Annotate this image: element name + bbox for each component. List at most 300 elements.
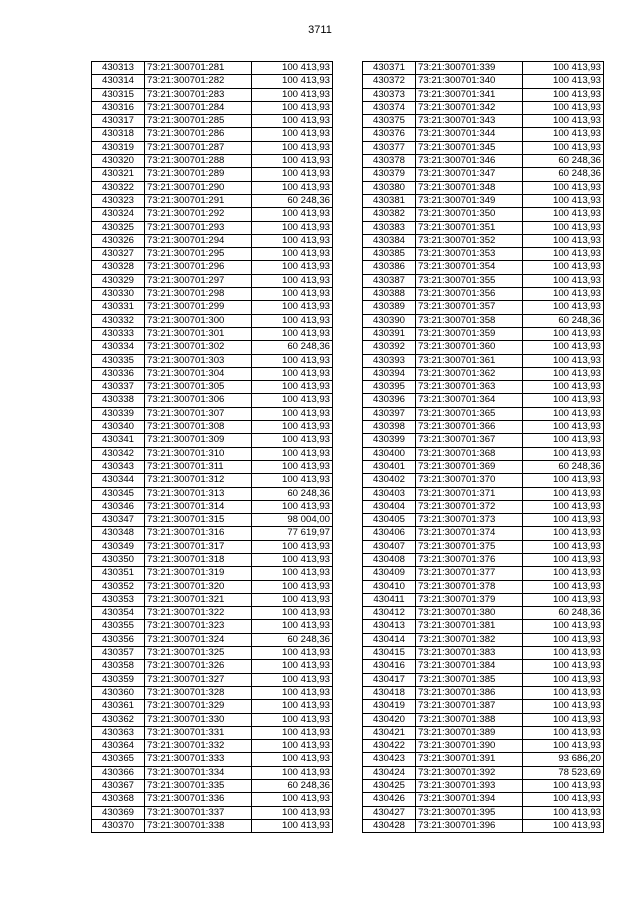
table-row	[363, 607, 604, 620]
row-id-cell: 430427	[363, 806, 416, 819]
cadastral-number-cell: 73:21:300701:347	[416, 168, 523, 181]
row-id-cell: 430410	[363, 580, 416, 593]
table-row	[363, 766, 604, 779]
value-cell: 100 413,93	[523, 62, 604, 75]
row-id-cell: 430355	[92, 620, 145, 633]
row-id-cell: 430345	[92, 487, 145, 500]
table-row	[363, 194, 604, 207]
value-cell: 100 413,93	[523, 500, 604, 513]
value-cell: 100 413,93	[252, 553, 333, 566]
table-row	[92, 819, 333, 832]
table-row	[92, 567, 333, 580]
cadastral-number-cell: 73:21:300701:293	[145, 221, 252, 234]
cadastral-number-cell: 73:21:300701:342	[416, 101, 523, 114]
table-row	[92, 593, 333, 606]
row-id-cell: 430408	[363, 553, 416, 566]
value-cell: 100 413,93	[252, 367, 333, 380]
value-cell: 100 413,93	[523, 780, 604, 793]
cadastral-number-cell: 73:21:300701:352	[416, 234, 523, 247]
value-cell: 60 248,36	[523, 168, 604, 181]
value-cell: 100 413,93	[252, 394, 333, 407]
row-id-cell: 430423	[363, 753, 416, 766]
table-row	[363, 553, 604, 566]
cadastral-number-cell: 73:21:300701:299	[145, 301, 252, 314]
row-id-cell: 430377	[363, 141, 416, 154]
table-row	[92, 540, 333, 553]
cadastral-number-cell: 73:21:300701:307	[145, 407, 252, 420]
cadastral-number-cell: 73:21:300701:319	[145, 567, 252, 580]
row-id-cell: 430363	[92, 726, 145, 739]
cadastral-number-cell: 73:21:300701:331	[145, 726, 252, 739]
row-id-cell: 430344	[92, 474, 145, 487]
value-cell: 100 413,93	[523, 527, 604, 540]
row-id-cell: 430330	[92, 288, 145, 301]
value-cell: 98 004,00	[252, 514, 333, 527]
cadastral-number-cell: 73:21:300701:282	[145, 75, 252, 88]
table-row	[92, 633, 333, 646]
value-cell: 100 413,93	[252, 500, 333, 513]
value-cell: 93 686,20	[523, 753, 604, 766]
row-id-cell: 430386	[363, 261, 416, 274]
cadastral-number-cell: 73:21:300701:383	[416, 647, 523, 660]
table-row	[92, 434, 333, 447]
row-id-cell: 430319	[92, 141, 145, 154]
table-row	[363, 434, 604, 447]
table-row	[92, 620, 333, 633]
value-cell: 100 413,93	[523, 660, 604, 673]
row-id-cell: 430338	[92, 394, 145, 407]
value-cell: 100 413,93	[252, 407, 333, 420]
table-row	[92, 527, 333, 540]
cadastral-number-cell: 73:21:300701:305	[145, 381, 252, 394]
value-cell: 100 413,93	[523, 633, 604, 646]
row-id-cell: 430315	[92, 88, 145, 101]
cadastral-number-cell: 73:21:300701:294	[145, 234, 252, 247]
table-row	[92, 314, 333, 327]
table-row	[92, 713, 333, 726]
cadastral-number-cell: 73:21:300701:308	[145, 421, 252, 434]
cadastral-number-cell: 73:21:300701:309	[145, 434, 252, 447]
row-id-cell: 430383	[363, 221, 416, 234]
row-id-cell: 430385	[363, 248, 416, 261]
value-cell: 100 413,93	[252, 181, 333, 194]
cadastral-number-cell: 73:21:300701:304	[145, 367, 252, 380]
value-cell: 100 413,93	[523, 593, 604, 606]
value-cell: 78 523,69	[523, 766, 604, 779]
value-cell: 100 413,93	[523, 700, 604, 713]
value-cell: 100 413,93	[252, 647, 333, 660]
row-id-cell: 430370	[92, 819, 145, 832]
cadastral-number-cell: 73:21:300701:358	[416, 314, 523, 327]
table-row	[363, 354, 604, 367]
row-id-cell: 430387	[363, 274, 416, 287]
row-id-cell: 430373	[363, 88, 416, 101]
row-id-cell: 430352	[92, 580, 145, 593]
table-row	[92, 780, 333, 793]
value-cell: 60 248,36	[252, 780, 333, 793]
cadastral-number-cell: 73:21:300701:344	[416, 128, 523, 141]
cadastral-number-cell: 73:21:300701:285	[145, 115, 252, 128]
value-cell: 100 413,93	[252, 261, 333, 274]
cadastral-number-cell: 73:21:300701:390	[416, 740, 523, 753]
value-cell: 100 413,93	[523, 101, 604, 114]
cadastral-number-cell: 73:21:300701:320	[145, 580, 252, 593]
table-row	[363, 274, 604, 287]
table-row	[363, 633, 604, 646]
value-cell: 100 413,93	[523, 713, 604, 726]
value-cell: 60 248,36	[252, 341, 333, 354]
table-row	[363, 806, 604, 819]
cadastral-number-cell: 73:21:300701:376	[416, 553, 523, 566]
cadastral-number-cell: 73:21:300701:292	[145, 208, 252, 221]
row-id-cell: 430394	[363, 367, 416, 380]
value-cell: 100 413,93	[252, 75, 333, 88]
table-row	[363, 394, 604, 407]
row-id-cell: 430379	[363, 168, 416, 181]
table-row	[92, 474, 333, 487]
row-id-cell: 430401	[363, 460, 416, 473]
row-id-cell: 430325	[92, 221, 145, 234]
row-id-cell: 430369	[92, 806, 145, 819]
cadastral-number-cell: 73:21:300701:337	[145, 806, 252, 819]
value-cell: 100 413,93	[252, 673, 333, 686]
value-cell: 100 413,93	[523, 647, 604, 660]
value-cell: 100 413,93	[523, 75, 604, 88]
cadastral-number-cell: 73:21:300701:317	[145, 540, 252, 553]
value-cell: 100 413,93	[523, 514, 604, 527]
value-cell: 77 619,97	[252, 527, 333, 540]
row-id-cell: 430415	[363, 647, 416, 660]
value-cell: 100 413,93	[523, 115, 604, 128]
value-cell: 60 248,36	[523, 155, 604, 168]
cadastral-number-cell: 73:21:300701:372	[416, 500, 523, 513]
cadastral-number-cell: 73:21:300701:327	[145, 673, 252, 686]
row-id-cell: 430327	[92, 248, 145, 261]
value-cell: 100 413,93	[252, 434, 333, 447]
row-id-cell: 430412	[363, 607, 416, 620]
value-cell: 100 413,93	[252, 208, 333, 221]
cadastral-number-cell: 73:21:300701:353	[416, 248, 523, 261]
table-row	[363, 327, 604, 340]
table-row	[92, 141, 333, 154]
value-cell: 100 413,93	[252, 155, 333, 168]
table-row	[363, 234, 604, 247]
row-id-cell: 430358	[92, 660, 145, 673]
table-row	[92, 274, 333, 287]
table-row	[92, 101, 333, 114]
cadastral-number-cell: 73:21:300701:367	[416, 434, 523, 447]
value-cell: 100 413,93	[523, 421, 604, 434]
table-row	[363, 128, 604, 141]
table-row	[92, 553, 333, 566]
row-id-cell: 430374	[363, 101, 416, 114]
row-id-cell: 430376	[363, 128, 416, 141]
row-id-cell: 430321	[92, 168, 145, 181]
value-cell: 100 413,93	[523, 394, 604, 407]
table-row	[92, 155, 333, 168]
cadastral-number-cell: 73:21:300701:380	[416, 607, 523, 620]
cadastral-number-cell: 73:21:300701:290	[145, 181, 252, 194]
row-id-cell: 430398	[363, 421, 416, 434]
value-cell: 100 413,93	[523, 194, 604, 207]
row-id-cell: 430328	[92, 261, 145, 274]
row-id-cell: 430372	[363, 75, 416, 88]
value-cell: 100 413,93	[523, 181, 604, 194]
table-row	[363, 314, 604, 327]
value-cell: 100 413,93	[252, 381, 333, 394]
value-cell: 100 413,93	[523, 740, 604, 753]
table-row	[92, 753, 333, 766]
table-row	[363, 367, 604, 380]
table-row	[363, 593, 604, 606]
right-table-body	[363, 62, 604, 833]
value-cell: 100 413,93	[523, 367, 604, 380]
row-id-cell: 430425	[363, 780, 416, 793]
table-row	[363, 540, 604, 553]
row-id-cell: 430362	[92, 713, 145, 726]
table-row	[92, 686, 333, 699]
row-id-cell: 430354	[92, 607, 145, 620]
row-id-cell: 430404	[363, 500, 416, 513]
value-cell: 100 413,93	[252, 713, 333, 726]
value-cell: 100 413,93	[252, 168, 333, 181]
cadastral-number-cell: 73:21:300701:339	[416, 62, 523, 75]
row-id-cell: 430390	[363, 314, 416, 327]
table-row	[92, 700, 333, 713]
cadastral-number-cell: 73:21:300701:283	[145, 88, 252, 101]
value-cell: 60 248,36	[252, 194, 333, 207]
row-id-cell: 430391	[363, 327, 416, 340]
cadastral-number-cell: 73:21:300701:386	[416, 686, 523, 699]
value-cell: 100 413,93	[523, 553, 604, 566]
row-id-cell: 430418	[363, 686, 416, 699]
table-row	[92, 128, 333, 141]
cadastral-number-cell: 73:21:300701:303	[145, 354, 252, 367]
row-id-cell: 430339	[92, 407, 145, 420]
row-id-cell: 430336	[92, 367, 145, 380]
row-id-cell: 430405	[363, 514, 416, 527]
value-cell: 100 413,93	[252, 314, 333, 327]
value-cell: 100 413,93	[252, 726, 333, 739]
value-cell: 100 413,93	[523, 434, 604, 447]
table-row	[92, 301, 333, 314]
value-cell: 100 413,93	[523, 726, 604, 739]
row-id-cell: 430375	[363, 115, 416, 128]
row-id-cell: 430353	[92, 593, 145, 606]
row-id-cell: 430323	[92, 194, 145, 207]
value-cell: 100 413,93	[523, 248, 604, 261]
table-row	[363, 62, 604, 75]
table-row	[92, 288, 333, 301]
row-id-cell: 430424	[363, 766, 416, 779]
value-cell: 100 413,93	[252, 753, 333, 766]
value-cell: 100 413,93	[252, 88, 333, 101]
cadastral-number-cell: 73:21:300701:364	[416, 394, 523, 407]
row-id-cell: 430371	[363, 62, 416, 75]
row-id-cell: 430388	[363, 288, 416, 301]
cadastral-number-cell: 73:21:300701:310	[145, 447, 252, 460]
table-row	[92, 487, 333, 500]
cadastral-number-cell: 73:21:300701:362	[416, 367, 523, 380]
table-row	[92, 660, 333, 673]
cadastral-number-cell: 73:21:300701:287	[145, 141, 252, 154]
table-row	[363, 261, 604, 274]
table-row	[363, 447, 604, 460]
cadastral-number-cell: 73:21:300701:351	[416, 221, 523, 234]
row-id-cell: 430413	[363, 620, 416, 633]
value-cell: 60 248,36	[252, 633, 333, 646]
row-id-cell: 430342	[92, 447, 145, 460]
row-id-cell: 430326	[92, 234, 145, 247]
cadastral-number-cell: 73:21:300701:296	[145, 261, 252, 274]
table-row	[363, 487, 604, 500]
row-id-cell: 430419	[363, 700, 416, 713]
value-cell: 100 413,93	[252, 115, 333, 128]
cadastral-number-cell: 73:21:300701:361	[416, 354, 523, 367]
value-cell: 100 413,93	[252, 327, 333, 340]
cadastral-number-cell: 73:21:300701:391	[416, 753, 523, 766]
row-id-cell: 430316	[92, 101, 145, 114]
table-row	[92, 248, 333, 261]
table-row	[363, 713, 604, 726]
value-cell: 100 413,93	[523, 474, 604, 487]
table-row	[92, 580, 333, 593]
cadastral-number-cell: 73:21:300701:288	[145, 155, 252, 168]
row-id-cell: 430420	[363, 713, 416, 726]
cadastral-number-cell: 73:21:300701:360	[416, 341, 523, 354]
table-row	[92, 381, 333, 394]
row-id-cell: 430347	[92, 514, 145, 527]
table-row	[363, 780, 604, 793]
row-id-cell: 430343	[92, 460, 145, 473]
row-id-cell: 430332	[92, 314, 145, 327]
table-row	[363, 500, 604, 513]
cadastral-number-cell: 73:21:300701:368	[416, 447, 523, 460]
table-row	[92, 261, 333, 274]
row-id-cell: 430389	[363, 301, 416, 314]
left-table	[91, 61, 333, 833]
row-id-cell: 430349	[92, 540, 145, 553]
value-cell: 100 413,93	[252, 354, 333, 367]
cadastral-number-cell: 73:21:300701:393	[416, 780, 523, 793]
table-row	[92, 806, 333, 819]
cadastral-number-cell: 73:21:300701:395	[416, 806, 523, 819]
cadastral-number-cell: 73:21:300701:378	[416, 580, 523, 593]
cadastral-number-cell: 73:21:300701:375	[416, 540, 523, 553]
value-cell: 100 413,93	[523, 354, 604, 367]
table-row	[363, 115, 604, 128]
table-row	[92, 740, 333, 753]
value-cell: 100 413,93	[252, 288, 333, 301]
cadastral-number-cell: 73:21:300701:374	[416, 527, 523, 540]
value-cell: 100 413,93	[523, 686, 604, 699]
row-id-cell: 430368	[92, 793, 145, 806]
table-row	[92, 181, 333, 194]
row-id-cell: 430409	[363, 567, 416, 580]
value-cell: 60 248,36	[523, 607, 604, 620]
cadastral-number-cell: 73:21:300701:379	[416, 593, 523, 606]
value-cell: 100 413,93	[252, 447, 333, 460]
row-id-cell: 430397	[363, 407, 416, 420]
row-id-cell: 430428	[363, 819, 416, 832]
cadastral-number-cell: 73:21:300701:369	[416, 460, 523, 473]
value-cell: 100 413,93	[523, 540, 604, 553]
cadastral-number-cell: 73:21:300701:394	[416, 793, 523, 806]
row-id-cell: 430340	[92, 421, 145, 434]
table-row	[92, 394, 333, 407]
table-row	[363, 88, 604, 101]
cadastral-number-cell: 73:21:300701:340	[416, 75, 523, 88]
table-row	[363, 567, 604, 580]
value-cell: 100 413,93	[523, 128, 604, 141]
row-id-cell: 430426	[363, 793, 416, 806]
table-row	[363, 793, 604, 806]
value-cell: 100 413,93	[523, 301, 604, 314]
cadastral-number-cell: 73:21:300701:336	[145, 793, 252, 806]
cadastral-number-cell: 73:21:300701:318	[145, 553, 252, 566]
row-id-cell: 430335	[92, 354, 145, 367]
row-id-cell: 430407	[363, 540, 416, 553]
value-cell: 100 413,93	[252, 793, 333, 806]
cadastral-number-cell: 73:21:300701:377	[416, 567, 523, 580]
cadastral-number-cell: 73:21:300701:354	[416, 261, 523, 274]
value-cell: 100 413,93	[523, 327, 604, 340]
value-cell: 100 413,93	[523, 620, 604, 633]
cadastral-number-cell: 73:21:300701:355	[416, 274, 523, 287]
row-id-cell: 430324	[92, 208, 145, 221]
page-number: 3711	[308, 24, 332, 36]
row-id-cell: 430359	[92, 673, 145, 686]
cadastral-number-cell: 73:21:300701:312	[145, 474, 252, 487]
row-id-cell: 430417	[363, 673, 416, 686]
table-row	[363, 686, 604, 699]
cadastral-number-cell: 73:21:300701:345	[416, 141, 523, 154]
value-cell: 100 413,93	[523, 673, 604, 686]
row-id-cell: 430346	[92, 500, 145, 513]
table-row	[92, 766, 333, 779]
table-row	[92, 407, 333, 420]
cadastral-number-cell: 73:21:300701:381	[416, 620, 523, 633]
table-row	[363, 620, 604, 633]
value-cell: 100 413,93	[523, 88, 604, 101]
cadastral-number-cell: 73:21:300701:357	[416, 301, 523, 314]
cadastral-number-cell: 73:21:300701:314	[145, 500, 252, 513]
table-row	[92, 327, 333, 340]
table-row	[363, 819, 604, 832]
cadastral-number-cell: 73:21:300701:324	[145, 633, 252, 646]
value-cell: 100 413,93	[252, 567, 333, 580]
cadastral-number-cell: 73:21:300701:289	[145, 168, 252, 181]
table-row	[363, 527, 604, 540]
table-row	[92, 460, 333, 473]
table-row	[363, 421, 604, 434]
row-id-cell: 430351	[92, 567, 145, 580]
value-cell: 60 248,36	[252, 487, 333, 500]
cadastral-number-cell: 73:21:300701:295	[145, 248, 252, 261]
cadastral-number-cell: 73:21:300701:346	[416, 155, 523, 168]
table-row	[92, 62, 333, 75]
value-cell: 100 413,93	[523, 407, 604, 420]
row-id-cell: 430406	[363, 527, 416, 540]
cadastral-number-cell: 73:21:300701:366	[416, 421, 523, 434]
row-id-cell: 430350	[92, 553, 145, 566]
cadastral-number-cell: 73:21:300701:301	[145, 327, 252, 340]
value-cell: 100 413,93	[523, 819, 604, 832]
value-cell: 100 413,93	[252, 660, 333, 673]
row-id-cell: 430365	[92, 753, 145, 766]
value-cell: 100 413,93	[523, 221, 604, 234]
row-id-cell: 430318	[92, 128, 145, 141]
